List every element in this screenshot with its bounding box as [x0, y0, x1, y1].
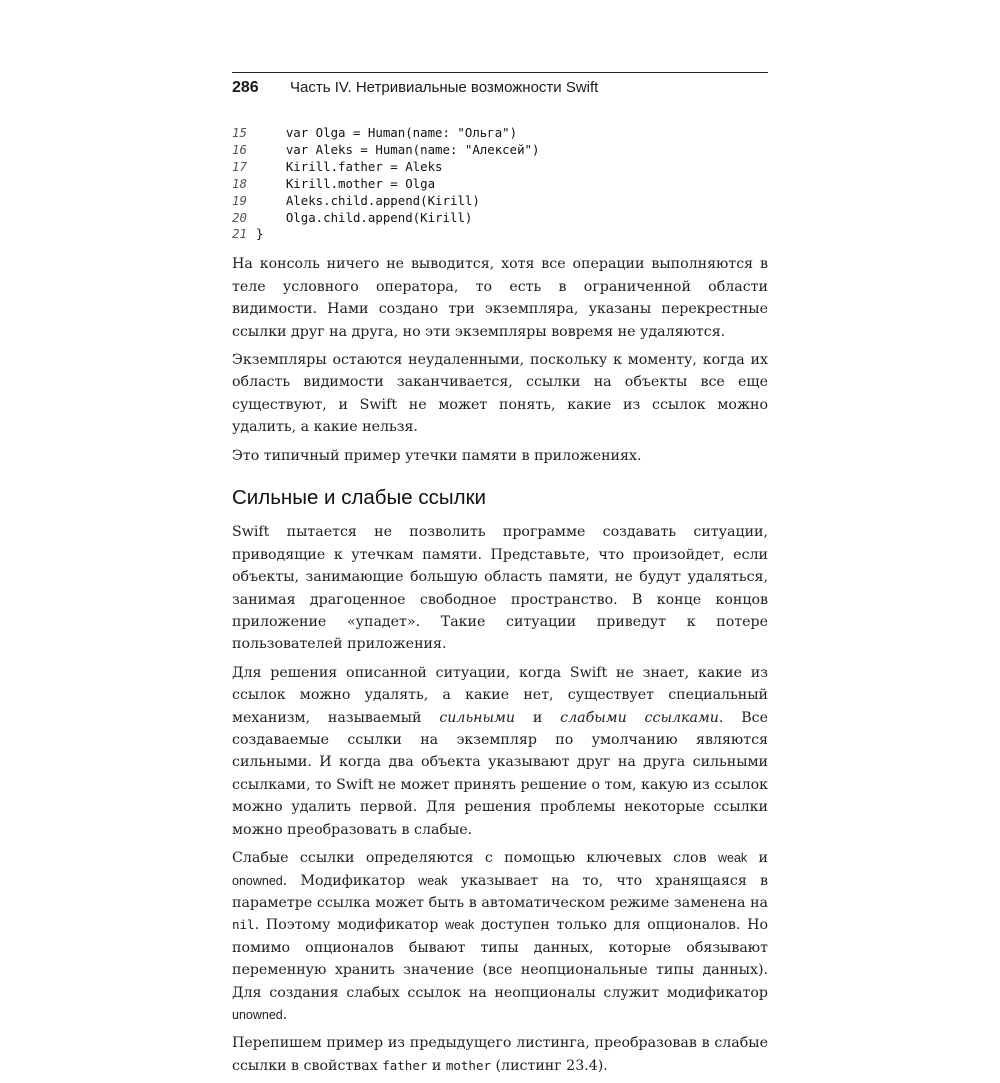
text-span: . Поэтому модификатор — [254, 917, 446, 934]
keyword-father: father — [382, 1057, 428, 1073]
keyword-unowned: unowned — [232, 1007, 283, 1022]
code-text: var Aleks = Human(name: "Алексей") — [256, 141, 540, 157]
keyword-weak: weak — [418, 873, 448, 888]
text-span: указывает на то, что хранящаяся в параметре ссылка может быть в автоматическом режиме заменена на — [232, 872, 768, 911]
paragraph-strong-weak — [232, 662, 768, 841]
page-number: 286 — [232, 79, 259, 96]
text-span: и — [515, 709, 561, 726]
keyword-weak: weak — [445, 918, 475, 933]
code-text: } — [256, 226, 264, 242]
paragraph-swift-prevents: Swift пытается не позволить программе создавать ситуации, приводящие к утечкам памяти. Представьте, что произойдет, если объекты, занимающие большую область памяти, не будут удаляться, занимая драгоценное свободное пространство. В конце концов приложение «упадет». Такие ситуации приведут к потере пользователей приложения. — [232, 524, 768, 653]
paragraph-console-output: На консоль ничего не выводится, хотя все операции выполняются в теле условного оператора, то есть в ограниченной области видимости. Нами создано три экземпляра, указаны перекрестные ссылки друг на друга, но эти экземпляры вовремя не удаляются. — [232, 256, 768, 340]
text-span: Перепишем пример из предыдущего листинга, преобразовав в слабые ссылки в свойствах — [232, 1035, 768, 1074]
text-span: Слабые ссылки определяются с помощью ключевых слов — [232, 850, 718, 867]
keyword-weak: weak — [717, 851, 748, 866]
keyword-onowned: onowned — [232, 873, 283, 888]
paragraph-instances-remain: Экземпляры остаются неудаленными, поскольку к моменту, когда их область видимости заканчивается, ссылки на объекты все еще существуют, и Swift не может понять, какие из ссылок можно удалить, а какие нельзя. — [232, 351, 768, 436]
term-strong: сильными — [439, 709, 515, 726]
line-number: 21 — [232, 226, 247, 242]
text-span: . — [282, 1006, 288, 1023]
line-number: 20 — [232, 209, 247, 225]
line-number: 19 — [232, 192, 247, 208]
page-header — [232, 72, 768, 105]
term-weak-references: слабыми ссылками — [560, 709, 719, 726]
keyword-mother: mother — [445, 1057, 492, 1073]
code-line — [232, 176, 768, 193]
code-text: Olga.child.append(Kirill) — [256, 209, 473, 225]
line-number: 15 — [232, 125, 247, 140]
text-span: Для решения описанной ситуации, когда Swift не знает, какие из ссылок можно удалять, а какие нет, существует специальный механизм, называемый — [232, 664, 768, 726]
code-text: Aleks.child.append(Kirill) — [256, 192, 480, 208]
body-text — [232, 253, 768, 1077]
paragraph-memory-leak: Это типичный пример утечки памяти в приложениях. — [232, 447, 642, 464]
text-span: и — [747, 850, 769, 867]
text-span: доступен только для опционалов. Но помимо опционалов бывают типы данных, которые обязывают переменную хранить значение (все неопциональные типы данных). Для создания слабых ссылок на неопционалы служит модификатор — [232, 917, 768, 1001]
code-line — [232, 210, 768, 227]
code-line — [232, 125, 768, 142]
text-span: (листинг 23.4). — [491, 1057, 608, 1074]
code-line — [232, 193, 768, 210]
section-title: Сильные и слабые ссылки — [232, 486, 486, 509]
text-span: . Все создаваемые ссылки на экземпляр по умолчанию являются сильными. И когда два объекта указывают друг на друга сильными ссылками, то Swift не может принять решение о том, какую из ссылок можно удалить первой. Для решения проблемы некоторые ссылки можно преобразовать в слабые. — [232, 709, 768, 838]
paragraph-rewrite-example — [232, 1032, 768, 1077]
line-number: 18 — [232, 175, 247, 191]
text-span: . Модификатор — [282, 872, 419, 889]
keyword-nil: nil — [232, 917, 255, 933]
code-line — [232, 142, 768, 159]
paragraph-weak-keywords — [232, 847, 768, 1026]
line-number: 16 — [232, 141, 247, 157]
text-span: и — [427, 1057, 446, 1074]
code-text: var Olga = Human(name: "Ольга") — [256, 125, 518, 140]
code-line — [232, 226, 768, 243]
code-listing — [232, 125, 768, 243]
line-number: 17 — [232, 158, 247, 174]
running-head: Часть IV. Нетривиальные возможности Swift — [290, 79, 599, 96]
code-line — [232, 159, 768, 176]
code-text: Kirill.father = Aleks — [256, 158, 443, 174]
book-page — [232, 72, 768, 1083]
code-text: Kirill.mother = Olga — [256, 175, 436, 191]
